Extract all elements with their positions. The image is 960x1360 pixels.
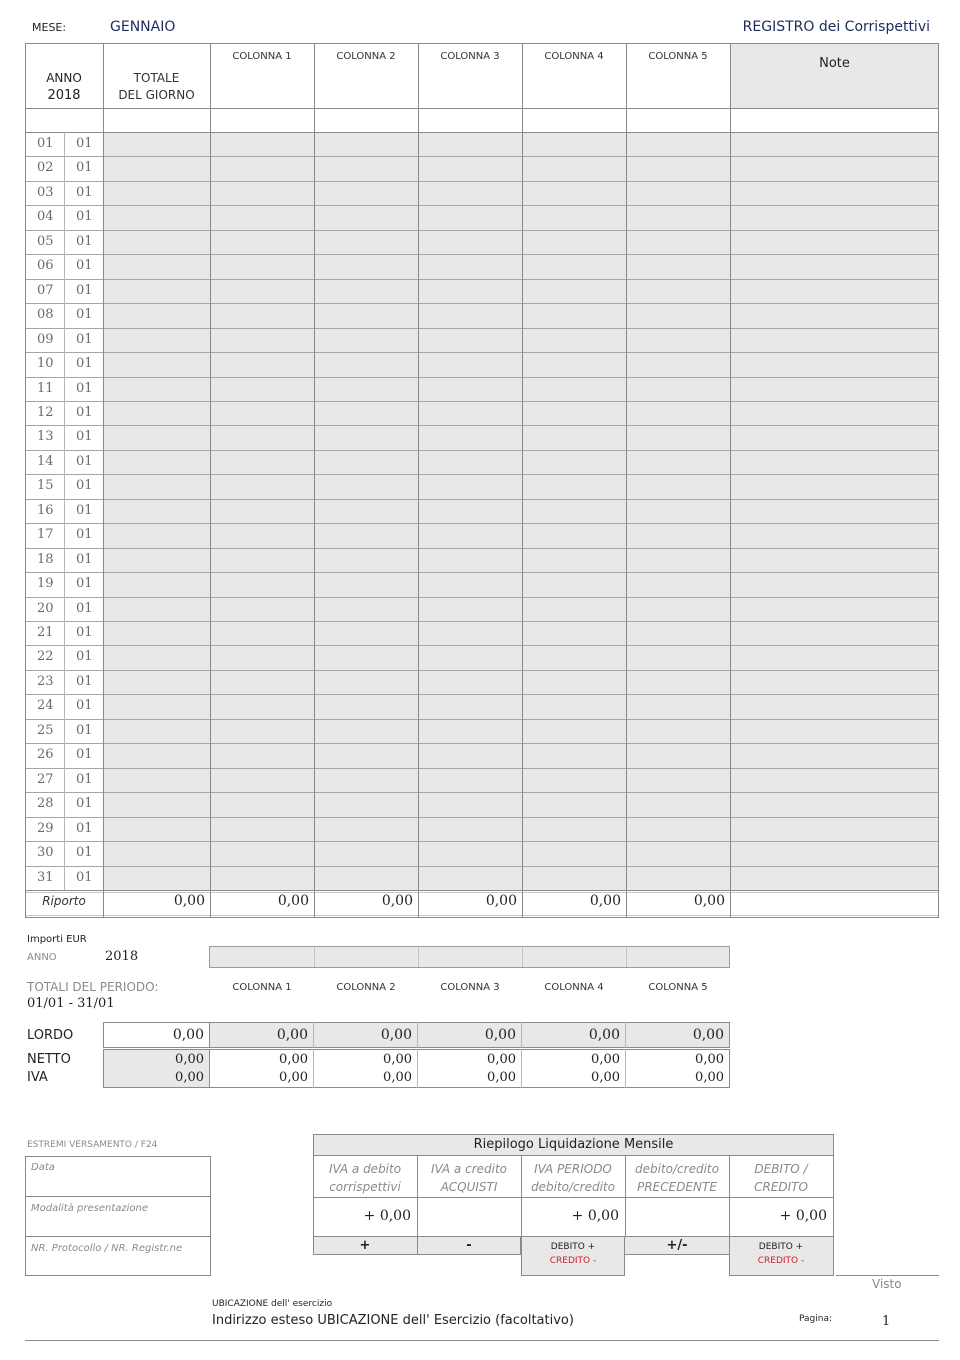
- riporto-col-1: 0,00: [277, 893, 309, 909]
- colonna-5-header: COLONNA 5: [648, 51, 708, 62]
- row-day: 10: [37, 356, 54, 372]
- row-day: 30: [37, 845, 54, 861]
- netto-col-2: 0,00: [383, 1052, 412, 1067]
- pagina-label: Pagina:: [799, 1314, 833, 1324]
- riporto-col-5: 0,00: [693, 893, 725, 909]
- iva-col-2: 0,00: [383, 1070, 412, 1085]
- riepilogo-head-iva-debito: IVA a debito corrispettivi: [328, 1162, 402, 1194]
- row-day: 06: [37, 258, 54, 274]
- netto-col-4: 0,00: [591, 1052, 620, 1067]
- pagina-value: 1: [882, 1314, 891, 1329]
- netto-col-3: 0,00: [487, 1052, 516, 1067]
- tot-colonna-4-header: COLONNA 4: [544, 982, 604, 993]
- row-month: 01: [76, 136, 93, 151]
- lordo-col-1: 0,00: [276, 1027, 308, 1043]
- row-day: 31: [37, 869, 54, 885]
- row-month: 01: [76, 649, 93, 665]
- row-month: 01: [76, 282, 93, 298]
- row-month: 01: [76, 551, 93, 567]
- tot-colonna-5-header: COLONNA 5: [648, 982, 708, 993]
- versamento-data-field[interactable]: Data: [31, 1162, 55, 1173]
- row-month: 01: [76, 820, 93, 836]
- row-month: 01: [76, 625, 93, 640]
- versamento-protocollo-field[interactable]: NR. Protocollo / NR. Registr.ne: [31, 1243, 183, 1254]
- netto-col-5: 0,00: [695, 1052, 724, 1067]
- riepilogo-sign-minus: -: [466, 1238, 472, 1253]
- ubicazione-value: Indirizzo esteso UBICAZIONE dell' Esercizio (facoltativo): [212, 1313, 574, 1328]
- tot-colonna-2-header: COLONNA 2: [336, 982, 396, 993]
- riporto-col-4: 0,00: [589, 893, 621, 909]
- registro-title: REGISTRO dei Corrispettivi: [742, 19, 930, 35]
- row-month: 01: [76, 331, 93, 347]
- row-day: 21: [37, 625, 54, 640]
- riepilogo-debito-plus-1: DEBITO +: [550, 1242, 596, 1252]
- riepilogo-box: [313, 1134, 834, 1276]
- row-month: 01: [76, 356, 93, 372]
- row-day: 07: [37, 282, 54, 298]
- visto-label: Visto: [872, 1277, 902, 1291]
- riepilogo-val-iva-periodo: + 0,00: [571, 1208, 619, 1224]
- riporto-totale: 0,00: [173, 893, 205, 909]
- row-month: 01: [76, 722, 93, 738]
- totale-label: TOTALE: [133, 71, 180, 85]
- row-day: 14: [37, 453, 54, 469]
- iva-col-1: 0,00: [279, 1070, 308, 1085]
- iva-col-5: 0,00: [695, 1070, 724, 1085]
- visto-line: [836, 1275, 939, 1276]
- anno-value: 2018: [47, 88, 81, 103]
- row-month: 01: [76, 160, 93, 176]
- riepilogo-head-debito-credito: DEBITO / CREDITO: [754, 1162, 808, 1194]
- row-month: 01: [76, 307, 93, 323]
- iva-col-4: 0,00: [591, 1070, 620, 1085]
- row-month: 01: [76, 673, 93, 689]
- lordo-col-4: 0,00: [588, 1027, 620, 1043]
- row-month: 01: [76, 576, 93, 592]
- riporto-col-2: 0,00: [381, 893, 413, 909]
- versamento-box: [25, 1156, 211, 1276]
- lordo-col-5: 0,00: [692, 1027, 724, 1043]
- row-day: 19: [37, 576, 54, 592]
- riepilogo-credito-minus-2: CREDITO -: [757, 1256, 805, 1266]
- row-day: 11: [37, 380, 54, 396]
- periodo-label: TOTALI DEL PERIODO:: [27, 980, 159, 994]
- iva-label: IVA: [27, 1070, 48, 1085]
- row-month: 01: [76, 258, 93, 274]
- row-day: 02: [37, 160, 54, 176]
- row-day: 26: [37, 747, 54, 763]
- row-day: 03: [37, 184, 54, 200]
- riporto-label: Riporto: [42, 894, 86, 908]
- row-day: 29: [37, 820, 54, 836]
- versamento-title: ESTREMI VERSAMENTO / F24: [27, 1140, 158, 1150]
- tot-colonna-3-header: COLONNA 3: [440, 982, 500, 993]
- row-month: 01: [76, 478, 93, 494]
- main-table: [25, 43, 939, 918]
- colonna-3-header: COLONNA 3: [440, 51, 500, 62]
- note-header: Note: [819, 56, 850, 71]
- riepilogo-title: Riepilogo Liquidazione Mensile: [473, 1137, 674, 1152]
- row-day: 27: [37, 771, 54, 787]
- riepilogo-debito-plus-2: DEBITO +: [758, 1242, 804, 1252]
- lordo-col-2: 0,00: [380, 1027, 412, 1043]
- anno-small-label: ANNO: [27, 952, 57, 963]
- anno-small-value: 2018: [105, 949, 139, 964]
- anno-bar: [209, 946, 730, 968]
- row-month: 01: [76, 845, 93, 861]
- row-day: 04: [37, 209, 54, 225]
- riepilogo-val-debito-credito: + 0,00: [779, 1208, 827, 1224]
- ubicazione-label: UBICAZIONE dell' esercizio: [212, 1299, 333, 1309]
- row-month: 01: [76, 698, 93, 714]
- netto-totale: 0,00: [175, 1052, 204, 1067]
- row-day: 17: [37, 527, 54, 543]
- row-month: 01: [76, 869, 93, 885]
- riepilogo-sign-plus: +: [359, 1238, 371, 1253]
- row-day: 05: [37, 233, 54, 249]
- riporto-col-3: 0,00: [485, 893, 517, 909]
- row-month: 01: [76, 600, 93, 616]
- netto-col-1: 0,00: [279, 1052, 308, 1067]
- lordo-totale: 0,00: [172, 1027, 204, 1043]
- lordo-label: LORDO: [27, 1028, 74, 1043]
- table-border: [25, 43, 939, 918]
- row-month: 01: [76, 747, 93, 763]
- tot-colonna-1-header: COLONNA 1: [232, 982, 292, 993]
- importi-eur-label: Importi EUR: [27, 934, 87, 945]
- row-month: 01: [76, 771, 93, 787]
- riepilogo-head-precedente: debito/credito PRECEDENTE: [635, 1162, 719, 1194]
- row-day: 28: [37, 796, 54, 812]
- row-month: 01: [76, 380, 93, 396]
- riepilogo-head-iva-periodo: IVA PERIODO debito/credito: [531, 1162, 615, 1194]
- mese-label: MESE:: [32, 21, 67, 34]
- row-day: 08: [37, 307, 54, 323]
- row-month: 01: [76, 404, 93, 420]
- netto-label: NETTO: [27, 1052, 71, 1067]
- row-month: 01: [76, 502, 93, 518]
- riepilogo-val-iva-debito: + 0,00: [363, 1208, 411, 1224]
- bottom-rule: [25, 1340, 939, 1341]
- row-day: 01: [37, 136, 54, 151]
- row-month: 01: [76, 453, 93, 469]
- colonna-2-header: COLONNA 2: [336, 51, 396, 62]
- mese-value: GENNAIO: [110, 19, 176, 35]
- lordo-col-3: 0,00: [484, 1027, 516, 1043]
- row-month: 01: [76, 184, 93, 200]
- row-day: 20: [37, 600, 54, 616]
- row-day: 22: [37, 649, 54, 665]
- row-day: 16: [37, 502, 54, 518]
- periodo-value: 01/01 - 31/01: [27, 996, 115, 1011]
- row-day: 09: [37, 331, 54, 347]
- riepilogo-sign-plusminus: +/-: [666, 1238, 688, 1253]
- row-month: 01: [76, 527, 93, 543]
- row-day: 25: [37, 722, 54, 738]
- row-day: 18: [37, 551, 54, 567]
- row-day: 23: [37, 673, 54, 689]
- versamento-modalita-field[interactable]: Modalità presentazione: [31, 1203, 149, 1214]
- row-month: 01: [76, 796, 93, 812]
- row-month: 01: [76, 209, 93, 225]
- colonna-1-header: COLONNA 1: [232, 51, 292, 62]
- iva-totale: 0,00: [175, 1070, 204, 1085]
- row-day: 13: [37, 429, 54, 445]
- riepilogo-head-iva-credito: IVA a credito ACQUISTI: [430, 1162, 508, 1194]
- colonna-4-header: COLONNA 4: [544, 51, 604, 62]
- row-day: 24: [37, 698, 54, 714]
- del-giorno-label: DEL GIORNO: [118, 88, 195, 102]
- anno-label: ANNO: [46, 71, 82, 85]
- row-month: 01: [76, 429, 93, 445]
- row-day: 12: [37, 404, 54, 420]
- row-day: 15: [37, 478, 54, 494]
- iva-col-3: 0,00: [487, 1070, 516, 1085]
- row-month: 01: [76, 233, 93, 249]
- riepilogo-credito-minus-1: CREDITO -: [549, 1256, 597, 1266]
